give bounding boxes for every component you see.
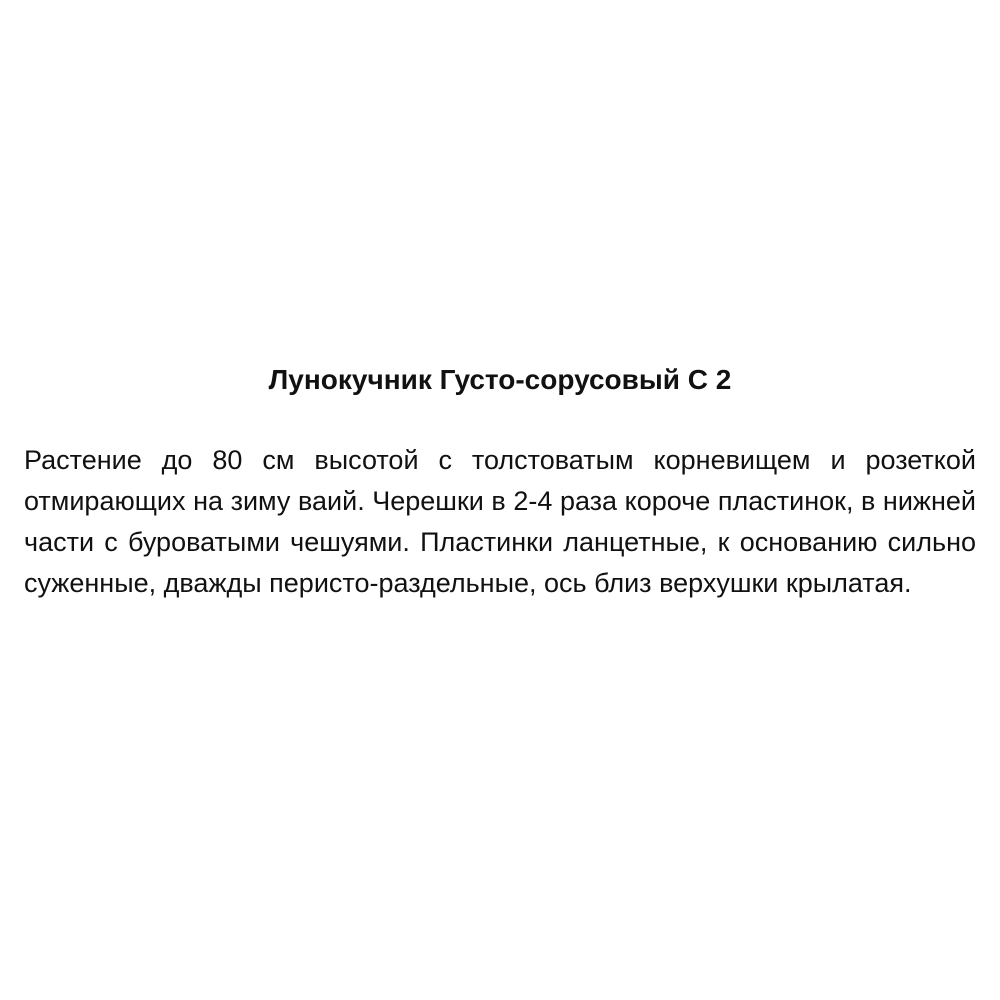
- plant-title: Лунокучник Густо-сорусовый С 2: [268, 364, 732, 395]
- plant-description: Растение до 80 см высотой с толстоватым корневищем и розеткой отмирающих на зиму ваий. Черешки в 2-4 раза короче пластинок, в нижней части с буроватыми чешуями. Пластинки ланцетные, к основанию сильно суженные, дважды перисто-раздельные, ось близ верхушки крылатая.: [24, 445, 976, 598]
